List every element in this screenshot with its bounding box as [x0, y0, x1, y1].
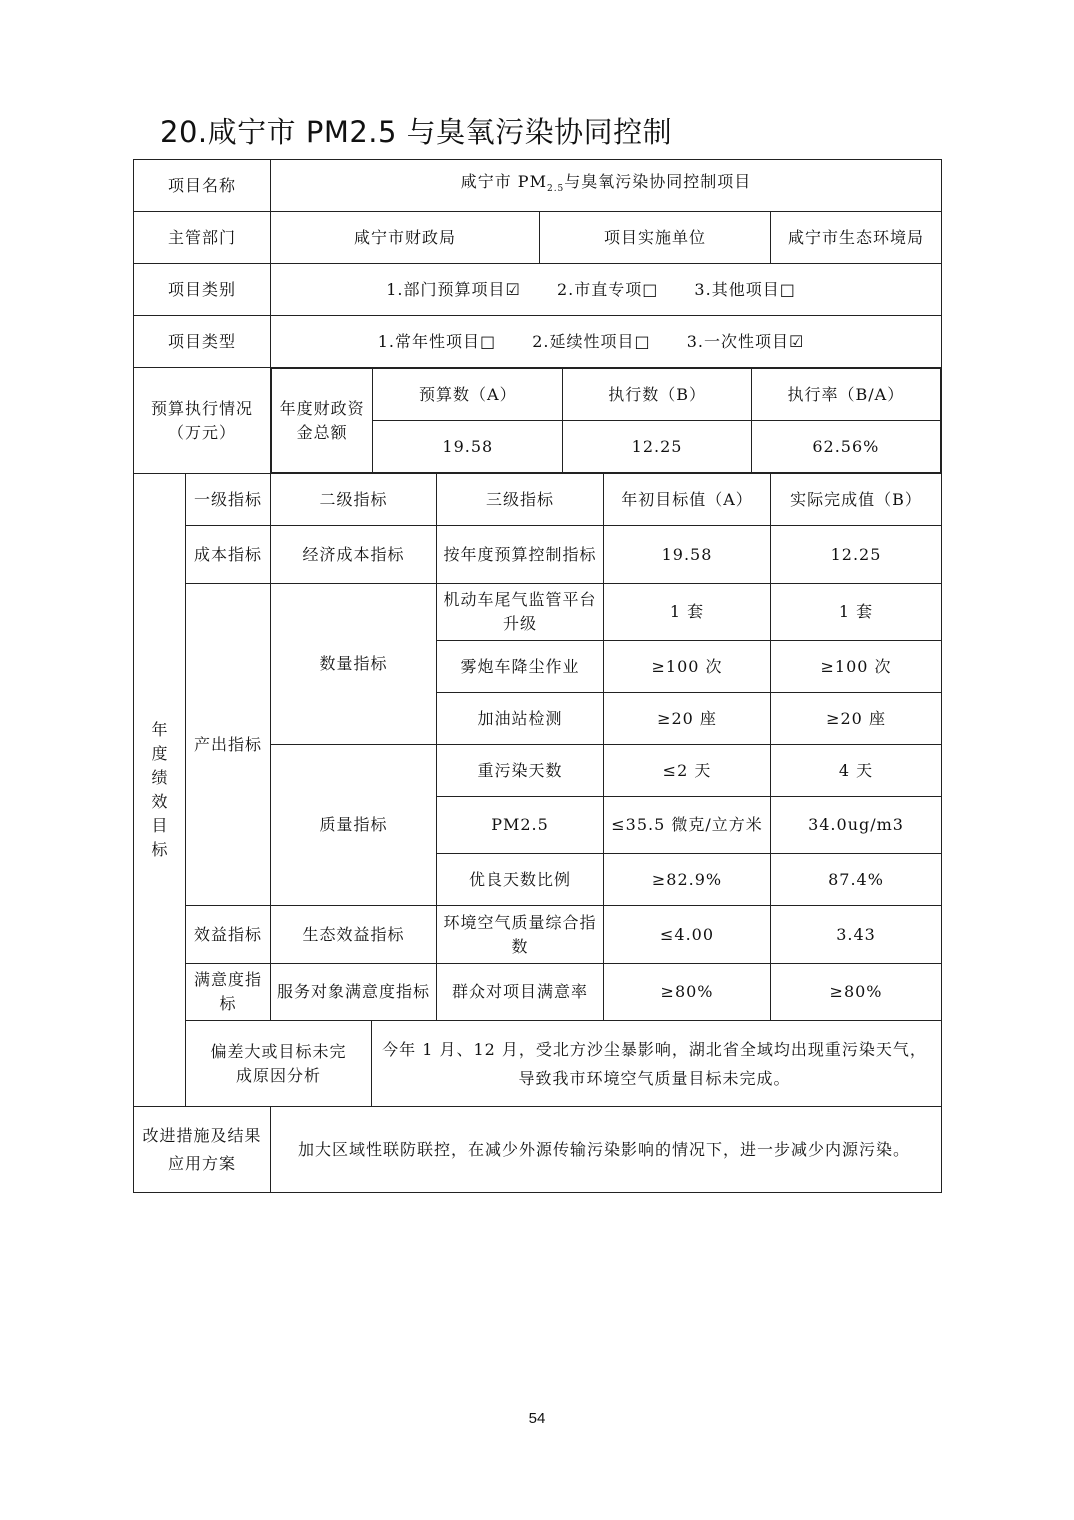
label-cost-l3: 按年度预算控制指标: [437, 526, 604, 584]
header-level3: 三级指标: [437, 474, 604, 526]
row-satisfaction: [134, 964, 942, 1021]
header-level2: 二级指标: [271, 474, 437, 526]
row-budget: [134, 368, 942, 474]
value-satisfaction-target: ≥80%: [604, 964, 771, 1021]
value-output-actual: ≥100 次: [771, 641, 942, 693]
value-output-target: ≤2 天: [604, 745, 771, 797]
label-cost-l2: 经济成本指标: [271, 526, 437, 584]
value-project-name: 咸宁市 $PM_{2.5}$与臭氧污染协同控制项目: [271, 160, 942, 212]
label-output-l3: 重污染天数: [437, 745, 604, 797]
label-output-l3: 加油站检测: [437, 693, 604, 745]
label-benefit-l1: 效益指标: [186, 906, 271, 964]
row-department: [134, 212, 942, 264]
value-output-target: ≤35.5 微克/立方米: [604, 797, 771, 854]
value-type: [271, 316, 942, 368]
label-satisfaction-l2: 服务对象满意度指标: [271, 964, 437, 1021]
value-deviation: 今年 1 月、12 月，受北方沙尘暴影响，湖北省全域均出现重污染天气，导致我市环境空气质量目标未完成。: [372, 1021, 942, 1107]
value-output-actual: 87.4%: [771, 854, 942, 906]
value-output-target: ≥82.9%: [604, 854, 771, 906]
label-output-l3: PM2.5: [437, 797, 604, 854]
label-type: 项目类型: [134, 316, 271, 368]
option-dept-budget: 1.部门预算项目☑: [386, 279, 521, 299]
value-executed-b: 12.25: [563, 421, 751, 473]
label-quantity-l2: 数量指标: [271, 584, 437, 745]
label-benefit-l2: 生态效益指标: [271, 906, 437, 964]
page-number: 54: [528, 1410, 546, 1427]
value-cost-target: 19.58: [604, 526, 771, 584]
label-improvement: 改进措施及结果应用方案: [134, 1107, 271, 1193]
header-actual-b: 实际完成值（B）: [771, 474, 942, 526]
label-output-l3: 机动车尾气监管平台升级: [437, 584, 604, 641]
row-improvement: [134, 1107, 942, 1193]
value-benefit-target: ≤4.00: [604, 906, 771, 964]
value-rate: 62.56%: [751, 421, 940, 473]
value-output-actual: 34.0ug/m3: [771, 797, 942, 854]
header-level1: 一级指标: [186, 474, 271, 526]
label-annual-funds: 年度财政资金总额: [272, 369, 373, 473]
header-target-a: 年初目标值（A）: [604, 474, 771, 526]
row-deviation: [134, 1021, 942, 1107]
option-other: 3.其他项目□: [694, 279, 796, 299]
label-output-l3: 优良天数比例: [437, 854, 604, 906]
row-output-1: [134, 584, 942, 641]
header-budget-a: 预算数（A）: [373, 369, 563, 421]
label-satisfaction-l3: 群众对项目满意率: [437, 964, 604, 1021]
value-output-actual: 1 套: [771, 584, 942, 641]
value-output-actual: ≥20 座: [771, 693, 942, 745]
label-project-name: 项目名称: [134, 160, 271, 212]
option-recurring: 1.常年性项目□: [377, 331, 497, 351]
header-executed-b: 执行数（B）: [563, 369, 751, 421]
label-perf-goal: 年度绩效目标: [134, 474, 186, 1107]
label-budget: 预算执行情况（万元）: [134, 368, 271, 474]
row-cost: [134, 526, 942, 584]
label-benefit-l3: 环境空气质量综合指数: [437, 906, 604, 964]
row-category: [134, 264, 942, 316]
value-category: [271, 264, 942, 316]
option-city-special: 2.市直专项□: [556, 279, 659, 299]
row-indicator-header: [134, 474, 942, 526]
value-output-target: 1 套: [604, 584, 771, 641]
label-satisfaction-l1: 满意度指 标: [186, 964, 271, 1021]
value-cost-actual: 12.25: [771, 526, 942, 584]
label-deviation: 偏差大或目标未完成原因分析: [186, 1021, 372, 1107]
row-benefit: [134, 906, 942, 964]
label-implementer: 项目实施单位: [540, 212, 771, 264]
row-project-name: [134, 160, 942, 212]
label-category: 项目类别: [134, 264, 271, 316]
label-quality-l2: 质量指标: [271, 745, 437, 906]
performance-table: [133, 159, 942, 1193]
value-output-target: ≥100 次: [604, 641, 771, 693]
value-benefit-actual: 3.43: [771, 906, 942, 964]
row-type: [134, 316, 942, 368]
value-implementer: 咸宁市生态环境局: [771, 212, 942, 264]
option-one-time: 3.一次性项目☑: [686, 331, 805, 351]
option-continuing: 2.延续性项目□: [532, 331, 651, 351]
label-output-l3: 雾炮车降尘作业: [437, 641, 604, 693]
label-cost-l1: 成本指标: [186, 526, 271, 584]
label-output-l1: 产出指标: [186, 584, 271, 906]
value-department: 咸宁市财政局: [271, 212, 540, 264]
value-budget-a: 19.58: [373, 421, 563, 473]
value-output-target: ≥20 座: [604, 693, 771, 745]
value-output-actual: 4 天: [771, 745, 942, 797]
header-rate: 执行率（B/A）: [751, 369, 940, 421]
value-improvement: 加大区域性联防联控，在减少外源传输污染影响的情况下，进一步减少内源污染。: [271, 1107, 942, 1193]
value-satisfaction-actual: ≥80%: [771, 964, 942, 1021]
budget-subtable: [271, 368, 941, 473]
page-title: 20.咸宁市 PM2.5 与臭氧污染协同控制: [160, 115, 673, 149]
label-department: 主管部门: [134, 212, 271, 264]
